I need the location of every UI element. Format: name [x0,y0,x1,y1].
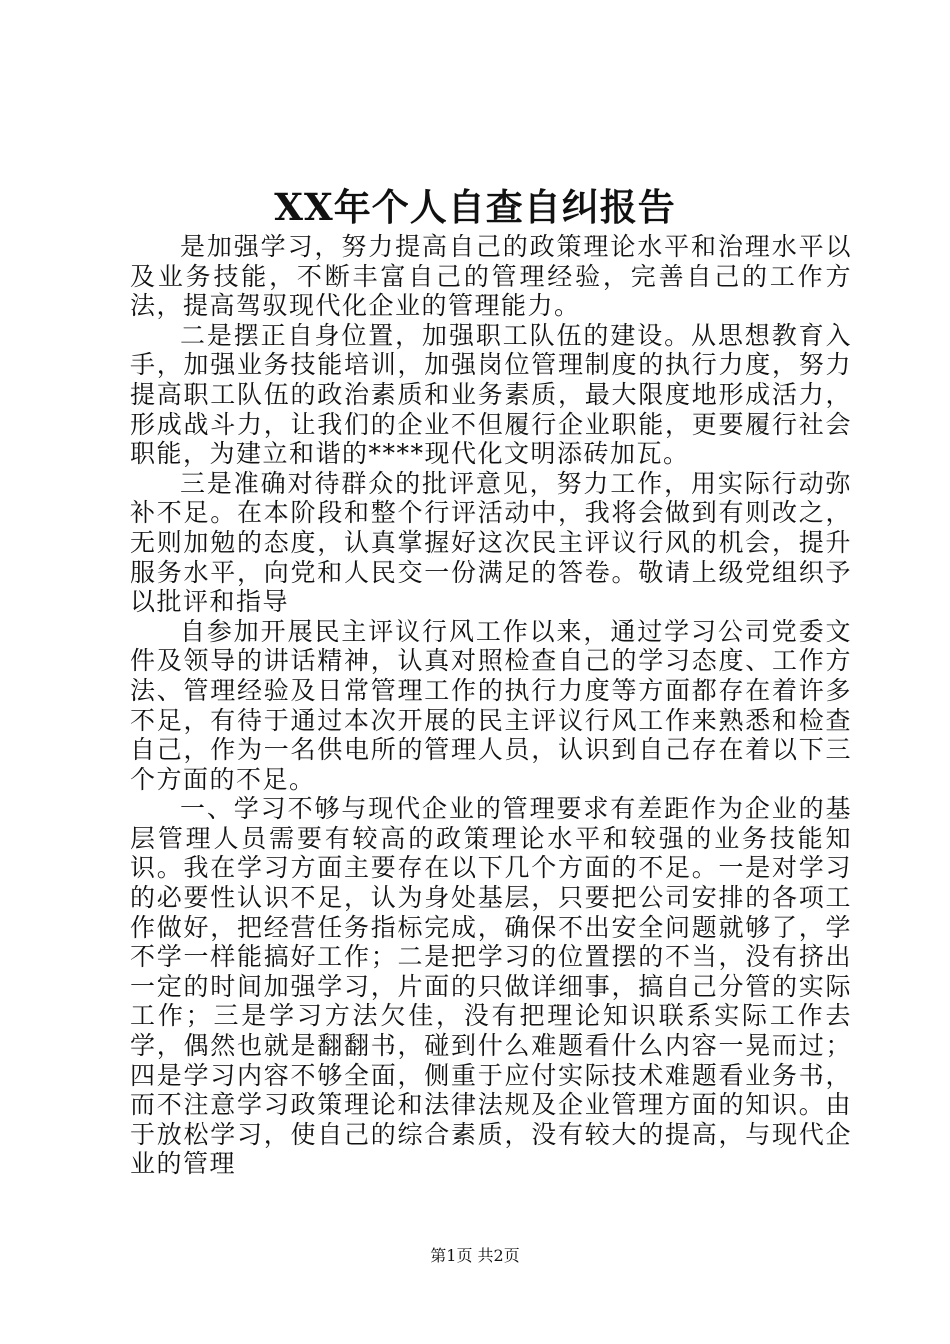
paragraph-5: 一、学习不够与现代企业的管理要求有差距作为企业的基层管理人员需要有较高的政策理论水平和较强的业务技能知识。我在学习方面主要存在以下几个方面的不足。一是对学习的必要性认识不足，认为身处基层，只要把公司安排的各项工作做好，把经营任务指标完成，确保不出安全问题就够了，学不学一样能搞好工作；二是把学习的位置摆的不当，没有挤出一定的时间加强学习，片面的只做详细事，搞自己分管的实际工作；三是学习方法欠佳，没有把理论知识联系实际工作去学，偶然也就是翻翻书，碰到什么难题看什么内容一晃而过；四是学习内容不够全面，侧重于应付实际技术难题看业务书，而不注意学习政策理论和法律法规及企业管理方面的知识。由于放松学习，使自己的综合素质，没有较大的提高，与现代企业的管理 [130,794,852,1179]
paragraph-2: 二是摆正自身位置，加强职工队伍的建设。从思想教育入手，加强业务技能培训，加强岗位管理制度的执行力度，努力提高职工队伍的政治素质和业务素质，最大限度地形成活力，形成战斗力，让我们的企业不但履行企业职能，更要履行社会职能，为建立和谐的****现代化文明添砖加瓦。 [130,320,852,469]
paragraph-4: 自参加开展民主评议行风工作以来，通过学习公司党委文件及领导的讲话精神，认真对照检查自己的学习态度、工作方法、管理经验及日常管理工作的执行力度等方面都存在着许多不足，有待于通过本次开展的民主评议行风工作来熟悉和检查自己，作为一名供电所的管理人员，认识到自己存在着以下三个方面的不足。 [130,616,852,794]
page-number-footer: 第1页 共2页 [430,1246,520,1265]
document-title: XX年个人自查自纠报告 [274,185,676,229]
paragraph-1: 是加强学习，努力提高自己的政策理论水平和治理水平以及业务技能，不断丰富自己的管理经验，完善自己的工作方法，提高驾驭现代化企业的管理能力。 [130,232,852,321]
paragraph-3: 三是准确对待群众的批评意见，努力工作，用实际行动弥补不足。在本阶段和整个行评活动中，我将会做到有则改之，无则加勉的态度，认真掌握好这次民主评议行风的机会，提升服务水平，向党和人民交一份满足的答卷。敬请上级党组织予以批评和指导 [130,468,852,617]
document-body [130,232,852,1179]
